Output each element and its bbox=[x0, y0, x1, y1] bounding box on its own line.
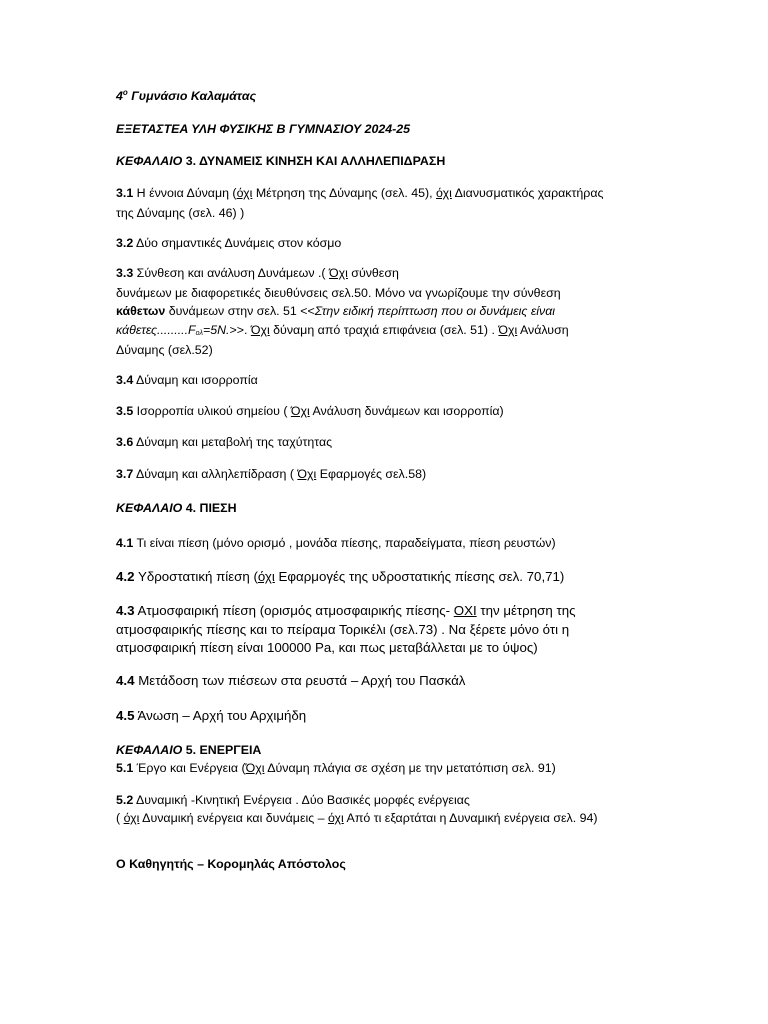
section-5-2: 5.2 Δυναμική -Κινητική Ενέργεια . Δύο Βασικές μορφές ενέργειας bbox=[116, 793, 470, 807]
section-4-3: 4.3 Ατμοσφαιρική πίεση (ορισμός ατμοσφαιρικής πίεσης- ΟΧΙ την μέτρηση της bbox=[116, 603, 576, 618]
section-3-3: 3.3 Σύνθεση και ανάλυση Δυνάμεων .( Όχι σύνθεση bbox=[116, 266, 399, 280]
chapter-3-heading: ΚΕΦΑΛΑΙΟ 3. ΔΥΝΑΜΕΙΣ ΚΙΝΗΣΗ ΚΑΙ ΑΛΛΗΛΕΠΙΔΡΑΣΗ bbox=[116, 154, 446, 168]
section-3-3-line5: Δύναμης (σελ.52) bbox=[116, 343, 213, 357]
section-3-1-cont: της Δύναμης (σελ. 46) ) bbox=[116, 206, 245, 220]
document-title: ΕΞΕΤΑΣΤΕΑ ΥΛΗ ΦΥΣΙΚΗΣ Β ΓΥΜΝΑΣΙΟΥ 2024-25 bbox=[116, 122, 411, 136]
section-5-1: 5.1 Έργο και Ενέργεια (Όχι Δύναμη πλάγια σε σχέση με την μετατόπιση σελ. 91) bbox=[116, 761, 556, 775]
section-3-3-line2: δυνάμεων με διαφορετικές διευθύνσεις σελ.50. Μόνο να γνωρίζουμε την σύνθεση bbox=[116, 286, 561, 300]
section-3-3-line3: κάθετων δυνάμεων στην σελ. 51 <<Στην ειδική περίπτωση που οι δυνάμεις είναι bbox=[116, 304, 556, 318]
section-4-4: 4.4 Μετάδοση των πιέσεων στα ρευστά – Αρχή του Πασκάλ bbox=[116, 673, 466, 688]
section-4-5: 4.5 Άνωση – Αρχή του Αρχιμήδη bbox=[116, 708, 307, 723]
section-3-2: 3.2 Δύο σημαντικές Δυνάμεις στον κόσμο bbox=[116, 236, 342, 250]
section-4-1: 4.1 Τι είναι πίεση (μόνο ορισμό , μονάδα πίεσης, παραδείγματα, πίεση ρευστών) bbox=[116, 536, 556, 550]
section-4-3-line2: ατμοσφαιρικής πίεσης και το πείραμα Τορικέλι (σελ.73) . Να ξέρετε μόνο ότι η bbox=[116, 622, 570, 637]
chapter-4-heading: ΚΕΦΑΛΑΙΟ 4. ΠΙΕΣΗ bbox=[116, 501, 237, 515]
section-3-3-line4: $\kappa ά\theta\varepsilon\tau\varepsilon\varsigma.........F_{o\lambda}=5N.>>$. Όχι δύναμη από τραχιά επιφάνεια (σελ. 51) . Όχι Ανάλυση bbox=[116, 323, 569, 337]
section-4-3-line3: ατμοσφαιρική πίεση είναι 100000 Pa, και πως μεταβάλλεται με το ύψος) bbox=[116, 640, 538, 655]
section-3-1: 3.1 Η έννοια Δύναμη (όχι Μέτρηση της Δύναμης (σελ. 45), όχι Διανυσματικός χαρακτήρας bbox=[116, 186, 604, 200]
teacher-signature: Ο Καθηγητής – Κορομηλάς Απόστολος bbox=[116, 857, 346, 871]
section-3-6: 3.6 Δύναμη και μεταβολή της ταχύτητας bbox=[116, 435, 333, 449]
section-5-2-line2: ( όχι Δυναμική ενέργεια και δυνάμεις – όχι Από τι εξαρτάται η Δυναμική ενέργεια σελ. 94) bbox=[116, 811, 598, 825]
section-4-2: 4.2 Υδροστατική πίεση (όχι Εφαρμογές της υδροστατικής πίεσης σελ. 70,71) bbox=[116, 569, 565, 584]
section-3-7: 3.7 Δύναμη και αλληλεπίδραση ( Όχι Εφαρμογές σελ.58) bbox=[116, 467, 427, 481]
chapter-5-heading: ΚΕΦΑΛΑΙΟ 5. ΕΝΕΡΓΕΙΑ bbox=[116, 743, 262, 757]
section-3-4: 3.4 Δύναμη και ισορροπία bbox=[116, 373, 258, 387]
section-3-5: 3.5 Ισορροπία υλικού σημείου ( Όχι Ανάλυση δυνάμεων και ισορροπία) bbox=[116, 404, 504, 418]
school-name: $4^o$ Γυμνάσιο Καλαμάτας bbox=[116, 88, 257, 103]
